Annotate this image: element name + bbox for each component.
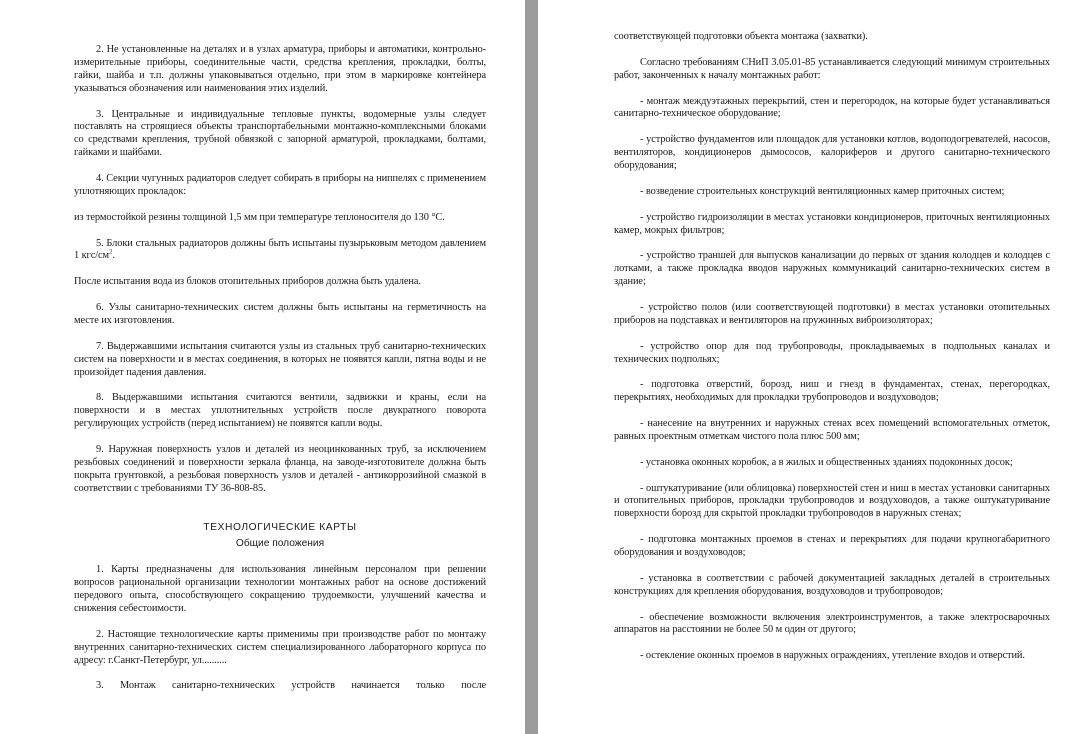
list-item: - остекление оконных проемов в наружных ограждениях, утепление входов и отверстий. bbox=[640, 650, 1025, 662]
list-item: - монтаж междуэтажных перекрытий, стен и перегородок, на которые будет устанавливаться санитарно-техническое оборудование; bbox=[614, 95, 1050, 120]
paragraph-5-sub: После испытания вода из блоков отопительных приборов должна быть удалена. bbox=[74, 276, 421, 288]
list-item: - устройство опор для под трубопроводы, прокладываемых в подпольных каналах и технических подпольях; bbox=[614, 340, 1050, 365]
list-item: - устройство траншей для выпусков канализации до первых от здания колодцев и колодцев с лотками, а также прокладка вводов наружных коммуникаций санитарно-технических систем в здание; bbox=[614, 250, 1050, 288]
list-item: - установка оконных коробок, а в жилых и общественных зданиях подоконных досок; bbox=[640, 456, 1013, 468]
list-item: - подготовка отверстий, борозд, ниш и гнезд в фундаментах, стенах, перегородках, перекрытиях, необходимых для прокладки трубопроводов и воздуховодов; bbox=[614, 379, 1050, 404]
paragraph-5 bbox=[74, 238, 486, 264]
paragraph-4: 4. Секции чугунных радиаторов следует собирать в приборы на ниппелях с применением уплотняющих прокладок: bbox=[74, 173, 486, 197]
paragraph-6: 6. Узлы санитарно-технических систем должны быть испытаны на герметичность на месте их изготовления. bbox=[74, 302, 486, 326]
tech-paragraph-2: 2. Настоящие технологические карты применимы при производстве работ по монтажу внутренних санитарно-технических систем специализированного лабораторного корпуса по адресу: г.Санкт-Петербург, ул.......... bbox=[74, 628, 486, 666]
tech-paragraph-1: 1. Карты предназначены для использования линейным персоналом при решении вопросов рациональной организации технологии монтажных работ на основе достижений передового опыта, способствующего сокращению трудоемкости, улучшений качества и снижения себестоимости. bbox=[74, 564, 486, 614]
paragraph-7: 7. Выдержавшими испытания считаются узлы из стальных труб санитарно-технических систем на поверхности и в местах соединения, в которых не появятся капли, пятна воды и не произойдет падения давления. bbox=[74, 340, 486, 378]
paragraph-4-sub: из термостойкой резины толщиной 1,5 мм при температуре теплоносителя до 130 °С. bbox=[74, 211, 445, 223]
list-item: - возведение строительных конструкций вентиляционных камер приточных систем; bbox=[640, 185, 1005, 197]
tech-paragraph-3: 3. Монтаж санитарно-технических устройств начинается только после bbox=[96, 680, 486, 692]
section-subheading: Общие положения bbox=[235, 538, 325, 550]
list-item: - устройство фундаментов или площадок для установки котлов, водоподогревателей, насосов, вентиляторов, кондиционеров дымососов, калориферов и другого санитарно-технического оборудования; bbox=[614, 134, 1050, 172]
left-page bbox=[0, 0, 525, 734]
snip-intro: Согласно требованиям СНиП 3.05.01-85 устанавливается следующий минимум строительных работ, законченных к началу монтажных работ: bbox=[614, 56, 1050, 81]
left-text-column bbox=[74, 0, 486, 693]
list-item: - установка в соответствии с рабочей документацией закладных деталей в строительных конструкциях для крепления оборудования, воздуховодов и трубопроводов; bbox=[614, 572, 1050, 597]
list-item: - оштукатуривание (или облицовка) поверхностей стен и ниш в местах установки санитарных и отопительных приборов, прокладки трубопроводов и воздуховодов, а также оштукатуривание поверхности борозд для скрытой прокладки трубопроводов в наружных стенах; bbox=[614, 482, 1050, 520]
right-page bbox=[538, 0, 1069, 734]
continuation-line: соответствующей подготовки объекта монтажа (захватки). bbox=[614, 31, 868, 42]
paragraph-9: 9. Наружная поверхность узлов и деталей из неоцинкованных труб, за исключением резьбовых соединений и поверхности зеркала фланца, на заводе-изготовителе должна быть покрыта грунтовкой, а резьбовая поверхность узлов и деталей - антикоррозийной смазкой в соответствии с требованиями ТУ 36-808-85. bbox=[74, 443, 486, 494]
page-gutter bbox=[525, 0, 538, 734]
paragraph-5-text: 5. Блоки стальных радиаторов должны быть испытаны пузырьковым методом давлением 1 кгс/см bbox=[74, 237, 486, 262]
paragraph-8: 8. Выдержавшими испытания считаются вентили, задвижки и краны, если на поверхности и в местах уплотнительных устройств после двукратного поворота регулирующих устройств (перед испытанием) не появятся капли воды. bbox=[74, 392, 486, 430]
paragraph-5-end: . bbox=[112, 250, 115, 262]
superscript-2: 2 bbox=[109, 248, 113, 257]
right-text-column bbox=[614, 0, 1050, 663]
paragraph-3: 3. Центральные и индивидуальные тепловые пункты, водомерные узлы следует поставлять на строящиеся объекты транспортабельными монтажно-комплексными блоками со средствами крепления, трубной обвязкой с запорной арматурой, прокладками, болтами, гайками и шайбами. bbox=[74, 108, 486, 159]
list-item: - обеспечение возможности включения электроинструментов, а также электросварочных аппаратов на расстоянии не более 50 м один от другого; bbox=[614, 611, 1050, 636]
list-item: - нанесение на внутренних и наружных стенах всех помещений вспомогательных отметок, равных проектным отметкам чистого пола плюс 500 мм; bbox=[614, 418, 1050, 442]
list-item: - устройство гидроизоляции в местах установки кондиционеров, приточных вентиляционных камер, мокрых фильтров; bbox=[614, 211, 1050, 236]
section-heading: ТЕХНОЛОГИЧЕСКИЕ КАРТЫ bbox=[203, 521, 357, 533]
list-item: - подготовка монтажных проемов в стенах и перекрытиях для подачи крупногабаритного оборудования и воздуховодов; bbox=[614, 534, 1050, 559]
paragraph-2: 2. Не установленные на деталях и в узлах арматура, приборы и автоматики, контрольно-измерительные приборы, соединительные части, средства крепления, прокладки, болты, гайки, шайба и т.п. должны упаковываться отдельно, при этом в маркировке контейнера указываться обозначения или наименования этих изделий. bbox=[74, 44, 486, 94]
list-item: - устройство полов (или соответствующей подготовки) в местах установки отопительных приборов на подставках и вентиляторов на пружинных виброизоляторах; bbox=[614, 301, 1050, 326]
